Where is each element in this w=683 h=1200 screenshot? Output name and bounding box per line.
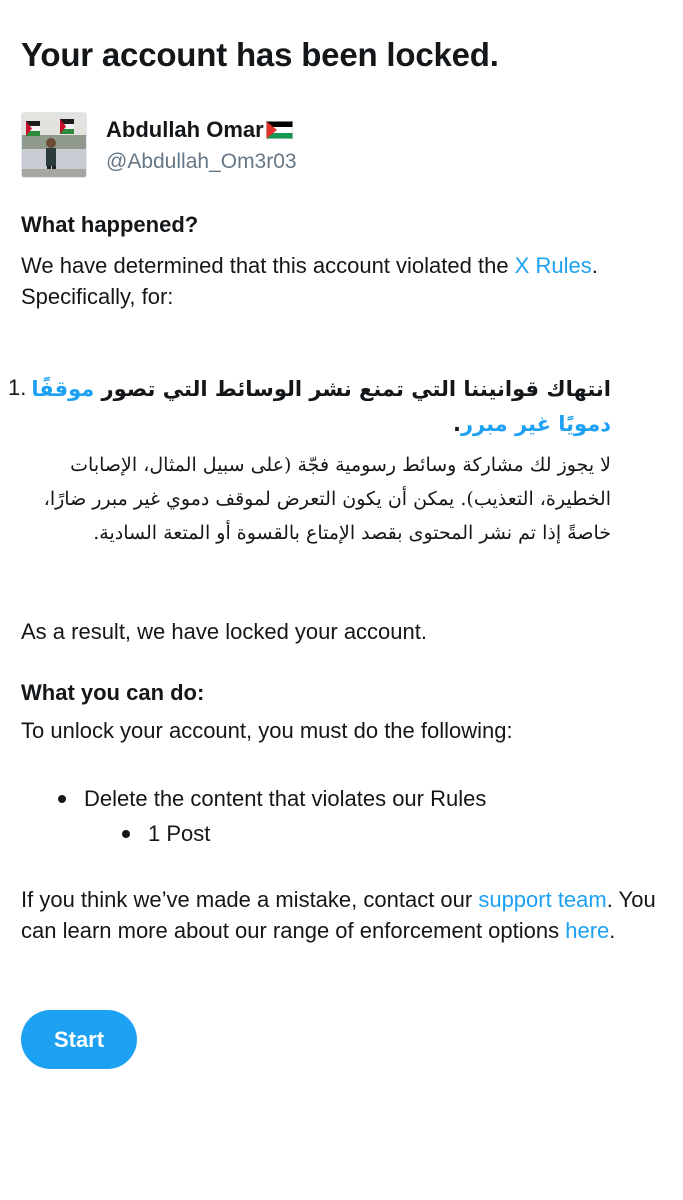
avatar-photo-icon xyxy=(22,113,87,178)
what-you-can-do-title: What you can do: xyxy=(21,680,205,705)
handle: @Abdullah_Om3r03 xyxy=(106,150,297,173)
sub-list xyxy=(120,818,486,849)
what-happened-text: We have determined that this account violated the X Rules. Specifically, for: xyxy=(21,253,598,309)
x-rules-link[interactable]: X Rules xyxy=(514,253,592,278)
palestine-flag-icon xyxy=(266,119,293,145)
violation-policy-link[interactable]: موقفًا دمويًا غير مبرر xyxy=(31,377,611,436)
violation-number: 1. xyxy=(8,375,27,400)
display-name: Abdullah Omar xyxy=(106,117,293,145)
page-title: Your account has been locked. xyxy=(21,36,499,73)
result-text: As a result, we have locked your account. xyxy=(21,619,427,644)
enforcement-options-link[interactable]: here xyxy=(565,918,610,943)
profile-card xyxy=(21,112,661,180)
list-item: Delete the content that violates our Rules 1 Post xyxy=(56,783,486,849)
violation-title: انتهاك قوانيننا التي تمنع نشر الوسائط التي تصور موقفًا دمويًا غير مبرر. xyxy=(31,377,611,436)
violation-description: لا يجوز لك مشاركة وسائط رسومية فجّة (على سبيل المثال، الإصابات الخطيرة، التعذيب). يمكن أن يكون التعرض لموقف دموي غير مبرر ضارًا، خاصةً إذا تم نشر المحتوى بقصد الإمتاع بالقسوة أو المتعة السادية. xyxy=(43,454,611,544)
mistake-text: If you think we’ve made a mistake, contact our support team. You can learn more about our range of enforcement options here. xyxy=(21,887,656,943)
required-steps-list xyxy=(56,783,486,849)
list-item: 1 Post xyxy=(120,818,486,849)
avatar xyxy=(21,112,87,178)
what-you-can-do-text: To unlock your account, you must do the following: xyxy=(21,718,513,743)
start-button[interactable]: Start xyxy=(21,1010,137,1069)
what-happened-title: What happened? xyxy=(21,212,199,237)
support-team-link[interactable]: support team xyxy=(478,887,607,912)
